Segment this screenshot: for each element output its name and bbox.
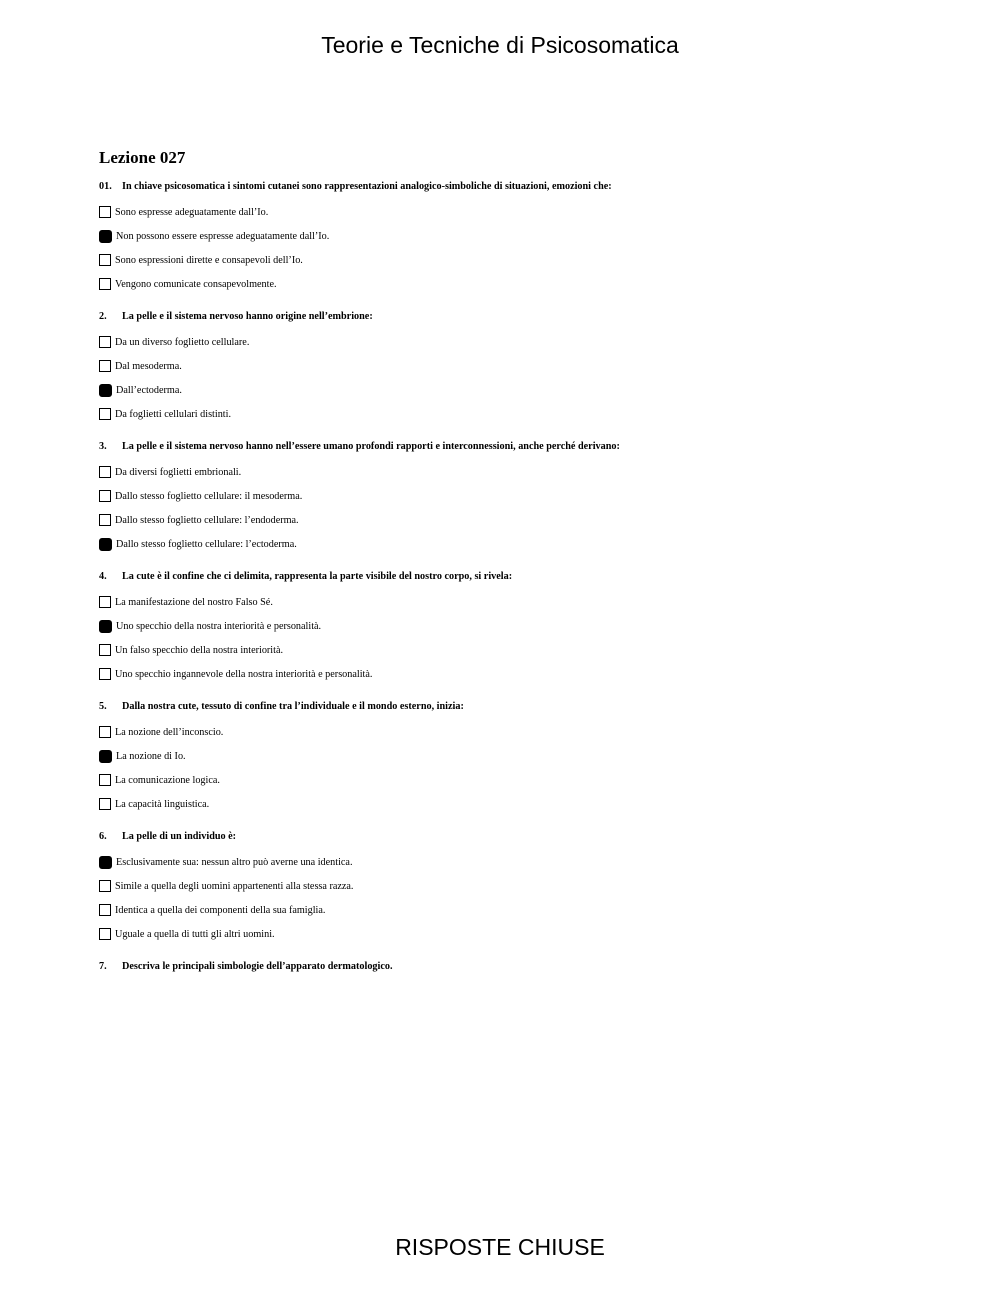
answer-option[interactable] <box>99 874 919 898</box>
answer-option[interactable] <box>99 248 919 272</box>
answer-option[interactable] <box>99 662 919 686</box>
answer-option[interactable] <box>99 224 919 248</box>
checkbox-checked[interactable] <box>99 750 112 763</box>
answer-option[interactable] <box>99 532 919 556</box>
checkbox[interactable] <box>99 278 111 290</box>
question-2 <box>99 310 919 426</box>
answer-option[interactable] <box>99 590 919 614</box>
question-7 <box>99 960 919 974</box>
question-number: 6. <box>99 831 107 842</box>
checkbox[interactable] <box>99 798 111 810</box>
answer-option[interactable] <box>99 614 919 638</box>
checkbox[interactable] <box>99 774 111 786</box>
footer-label: RISPOSTE CHIUSE <box>395 1234 605 1260</box>
checkbox[interactable] <box>99 360 111 372</box>
question-number: 4. <box>99 571 107 582</box>
question-number: 5. <box>99 701 107 712</box>
answer-option[interactable] <box>99 354 919 378</box>
checkbox-checked[interactable] <box>99 230 112 243</box>
answer-option[interactable] <box>99 200 919 224</box>
question-text <box>99 960 919 974</box>
answer-option[interactable] <box>99 850 919 874</box>
answer-option[interactable] <box>99 922 919 946</box>
checkbox[interactable] <box>99 596 111 608</box>
checkbox[interactable] <box>99 880 111 892</box>
question-prompt: Dalla nostra cute, tessuto di confine tra l’individuale e il mondo esterno, inizia: <box>122 701 464 712</box>
question-6 <box>99 830 919 946</box>
answer-label: Esclusivamente sua: nessun altro può averne una identica. <box>116 856 353 868</box>
checkbox[interactable] <box>99 726 111 738</box>
question-1 <box>99 180 919 296</box>
answer-label: Dallo stesso foglietto cellulare: l’endoderma. <box>115 514 299 526</box>
answer-label: Uno specchio ingannevole della nostra interiorità e personalità. <box>115 668 373 680</box>
answer-label: Vengono comunicate consapevolmente. <box>115 278 277 290</box>
question-text <box>99 830 919 844</box>
answer-label: Dallo stesso foglietto cellulare: il mesoderma. <box>115 490 303 502</box>
question-prompt: Descriva le principali simbologie dell’apparato dermatologico. <box>122 961 393 972</box>
answer-label: La nozione di Io. <box>116 750 186 762</box>
question-prompt: La pelle di un individuo è: <box>122 831 237 842</box>
answer-option[interactable] <box>99 792 919 816</box>
checkbox[interactable] <box>99 668 111 680</box>
checkbox[interactable] <box>99 408 111 420</box>
question-prompt: La pelle e il sistema nervoso hanno origine nell’embrione: <box>122 311 373 322</box>
answer-option[interactable] <box>99 272 919 296</box>
page-title: Teorie e Tecniche di Psicosomatica <box>321 32 679 58</box>
answer-label: Dallo stesso foglietto cellulare: l’ectoderma. <box>116 538 297 550</box>
lesson-title: Lezione 027 <box>99 148 186 167</box>
question-number: 2. <box>99 311 107 322</box>
answer-label: Dall’ectoderma. <box>116 384 182 396</box>
answer-option[interactable] <box>99 402 919 426</box>
question-3 <box>99 440 919 556</box>
question-prompt: In chiave psicosomatica i sintomi cutanei sono rappresentazioni analogico-simboliche di situazioni, emozioni che: <box>122 181 612 192</box>
answer-label: Da foglietti cellulari distinti. <box>115 408 231 420</box>
question-4 <box>99 570 919 686</box>
answer-label: Uguale a quella di tutti gli altri uomini. <box>115 928 275 940</box>
answer-label: Dal mesoderma. <box>115 360 182 372</box>
answer-option[interactable] <box>99 638 919 662</box>
checkbox[interactable] <box>99 254 111 266</box>
answer-label: La nozione dell’inconscio. <box>115 726 224 738</box>
question-text <box>99 180 919 194</box>
answer-option[interactable] <box>99 508 919 532</box>
answer-option[interactable] <box>99 378 919 402</box>
quiz <box>99 180 919 988</box>
checkbox[interactable] <box>99 928 111 940</box>
answer-option[interactable] <box>99 484 919 508</box>
question-5 <box>99 700 919 816</box>
answer-label: Da un diverso foglietto cellulare. <box>115 336 250 348</box>
checkbox[interactable] <box>99 490 111 502</box>
question-text <box>99 440 919 454</box>
answer-label: Sono espressioni dirette e consapevoli dell’Io. <box>115 254 303 266</box>
checkbox[interactable] <box>99 904 111 916</box>
question-number: 7. <box>99 961 107 972</box>
checkbox[interactable] <box>99 206 111 218</box>
answer-label: Identica a quella dei componenti della sua famiglia. <box>115 904 326 916</box>
answer-option[interactable] <box>99 898 919 922</box>
answer-label: Uno specchio della nostra interiorità e personalità. <box>116 620 322 632</box>
question-number: 3. <box>99 441 107 452</box>
answer-label: Simile a quella degli uomini appartenenti alla stessa razza. <box>115 880 354 892</box>
answer-option[interactable] <box>99 460 919 484</box>
answer-label: Da diversi foglietti embrionali. <box>115 466 242 478</box>
checkbox-checked[interactable] <box>99 856 112 869</box>
checkbox-checked[interactable] <box>99 620 112 633</box>
question-number: 01. <box>99 181 112 192</box>
answer-label: La manifestazione del nostro Falso Sé. <box>115 596 273 608</box>
answer-option[interactable] <box>99 744 919 768</box>
question-text <box>99 310 919 324</box>
answer-label: Non possono essere espresse adeguatamente dall’Io. <box>116 230 330 242</box>
answer-option[interactable] <box>99 768 919 792</box>
answer-option[interactable] <box>99 720 919 744</box>
checkbox[interactable] <box>99 466 111 478</box>
answer-label: La capacità linguistica. <box>115 798 210 810</box>
question-prompt: La pelle e il sistema nervoso hanno nell’essere umano profondi rapporti e interconnessioni, anche perché derivano: <box>122 441 620 452</box>
checkbox-checked[interactable] <box>99 384 112 397</box>
checkbox[interactable] <box>99 644 111 656</box>
checkbox-checked[interactable] <box>99 538 112 551</box>
question-text <box>99 700 919 714</box>
question-text <box>99 570 919 584</box>
answer-label: Sono espresse adeguatamente dall’Io. <box>115 206 269 218</box>
question-prompt: La cute è il confine che ci delimita, rappresenta la parte visibile del nostro corpo, si rivela: <box>122 571 513 582</box>
checkbox[interactable] <box>99 514 111 526</box>
answer-option[interactable] <box>99 330 919 354</box>
answer-label: La comunicazione logica. <box>115 774 220 786</box>
checkbox[interactable] <box>99 336 111 348</box>
answer-label: Un falso specchio della nostra interiorità. <box>115 644 284 656</box>
